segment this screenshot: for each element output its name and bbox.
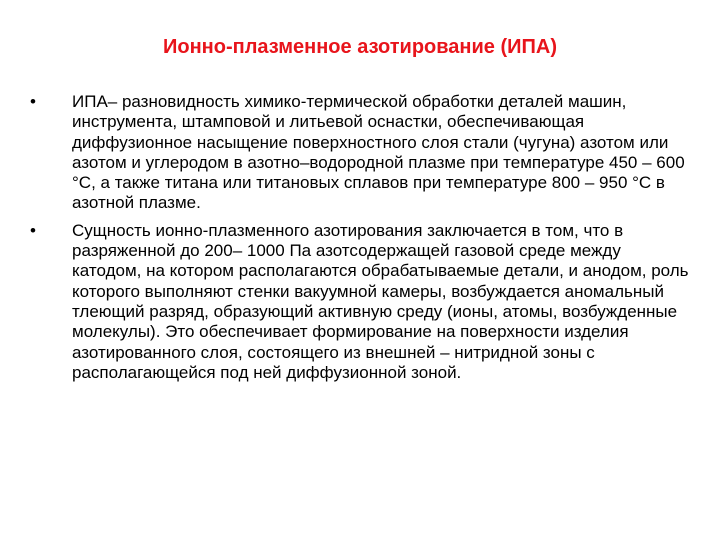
slide-title: Ионно-плазменное азотирование (ИПА) <box>163 36 557 58</box>
bullet-item-definition <box>30 92 690 214</box>
bullet-icon: • <box>30 220 36 240</box>
bullet-item-essence <box>30 221 690 383</box>
bullet-list <box>30 92 690 390</box>
bullet-text-definition: ИПА– разновидность химико-термической обработки деталей машин, инструмента, штамповой и литьевой оснастки, обеспечивающая диффузионное насыщение поверхностного слоя стали (чугуна) азотом или азотом и углеродом в азотно–водородной плазме при температуре 450 – 600 °С, а также титана или титановых сплавов при температуре 800 – 950 °С в азотной плазме. <box>72 92 685 213</box>
bullet-icon: • <box>30 92 36 111</box>
bullet-text-essence: Сущность ионно-плазменного азотирования заключается в том, что в разряженной до 200– 1000 Па азотсодержащей газовой среде между катодом, на котором располагаются обрабатываемые детали, и анодом, роль которого выполняют стенки вакуумной камеры, возбуждается аномальный тлеющий разряд, образующий активную среду (ионы, атомы, возбужденные молекулы). Это обеспечивает формирование на поверхности изделия азотированного слоя, состоящего из внешней – нитридной зоны с располагающейся под ней диффузионной зоной. <box>72 220 689 382</box>
